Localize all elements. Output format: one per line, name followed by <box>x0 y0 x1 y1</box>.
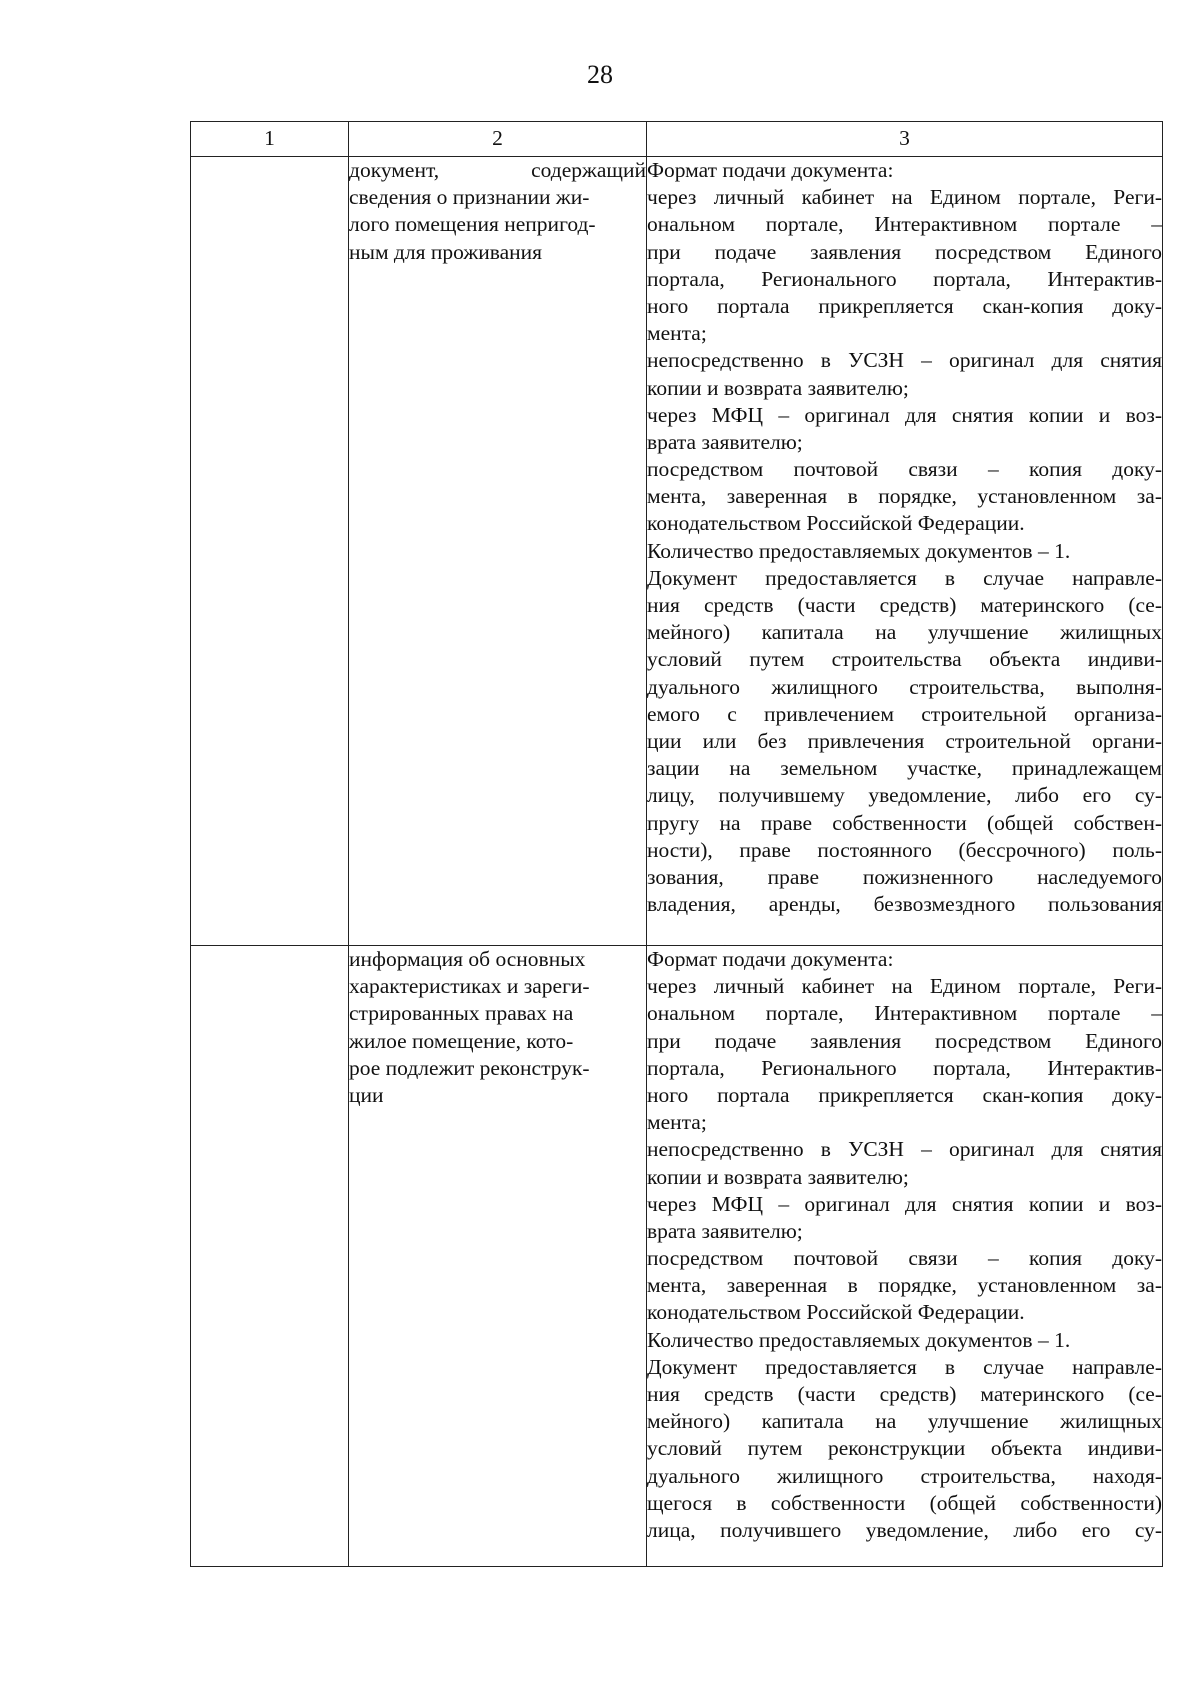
row-2-submission-format <box>647 946 1163 1567</box>
text-line: мента, заверенная в порядке, установленном за- <box>647 1273 1162 1298</box>
text-line: стрированных правах на <box>349 1001 574 1026</box>
text-line: ции или без привлечения строительной органи- <box>647 728 1162 753</box>
text-line: информация об основных <box>349 947 586 971</box>
text-line: при подаче заявления посредством Единого <box>647 1028 1162 1053</box>
text-line: копии и возврата заявителю; <box>647 375 909 400</box>
text-line: лицу, получившему уведомление, либо его су- <box>647 783 1162 808</box>
text-line: рое подлежит реконструк- <box>349 1055 590 1080</box>
text-line: Количество предоставляемых документов – 1. <box>647 1327 1071 1352</box>
text-line: конодательством Российской Федерации. <box>647 511 1025 536</box>
text-line: мента, заверенная в порядке, установленном за- <box>647 484 1162 509</box>
text-line: дуального жилищного строительства, выполня- <box>647 674 1162 699</box>
text-line: ного портала прикрепляется скан-копия доку- <box>647 1082 1162 1107</box>
text-line: владения, аренды, безвозмездного пользования <box>647 892 1162 917</box>
text-line: ции <box>349 1082 384 1107</box>
text-line: ния средств (части средств) материнского (се- <box>647 1382 1162 1406</box>
text-line: ности), праве постоянного (бессрочного) поль- <box>647 837 1162 862</box>
document-table <box>190 121 1163 1567</box>
text-line: ональном портале, Интерактивном портале – <box>647 1001 1162 1026</box>
text-line: ным для проживания <box>349 239 543 264</box>
row-2-col-1 <box>191 946 349 1567</box>
column-header-3: 3 <box>647 122 1163 157</box>
text-line: дуального жилищного строительства, находя- <box>647 1463 1162 1488</box>
text-line: при подаче заявления посредством Единого <box>647 239 1162 264</box>
page-number: 28 <box>587 60 613 89</box>
text-line: копии и возврата заявителю; <box>647 1164 909 1189</box>
text-line: Формат подачи документа: <box>647 158 894 182</box>
text-line: зования, праве пожизненного наследуемого <box>647 864 1162 889</box>
table-header-row <box>191 122 1163 157</box>
text-line: емого с привлечением строительной организа- <box>647 701 1162 726</box>
text-line: ональном портале, Интерактивном портале – <box>647 212 1162 237</box>
text-line: ного портала прикрепляется скан-копия доку- <box>647 293 1162 318</box>
text-line: мента; <box>647 1110 707 1135</box>
text-line: врата заявителю; <box>647 1218 803 1243</box>
text-line: через МФЦ – оригинал для снятия копии и воз- <box>647 1191 1162 1216</box>
text-line: непосредственно в УСЗН – оригинал для снятия <box>647 348 1162 373</box>
table-row <box>191 946 1163 1567</box>
text-line: мейного) капитала на улучшение жилищных <box>647 1409 1162 1434</box>
text-line: документ, содержащий <box>349 158 646 182</box>
text-line: непосредственно в УСЗН – оригинал для снятия <box>647 1137 1162 1162</box>
row-1-col-1 <box>191 157 349 946</box>
text-line: щегося в собственности (общей собственности) <box>647 1490 1162 1515</box>
text-line: посредством почтовой связи – копия доку- <box>647 457 1162 482</box>
text-line: лица, получившего уведомление, либо его су- <box>647 1517 1162 1542</box>
row-1-document-name <box>349 157 647 946</box>
text-line: портала, Регионального портала, Интерактив- <box>647 266 1162 291</box>
text-line: условий путем реконструкции объекта индиви- <box>647 1436 1162 1461</box>
column-header-1: 1 <box>191 122 349 157</box>
text-line: Документ предоставляется в случае направле- <box>647 1354 1162 1379</box>
table-row <box>191 157 1163 946</box>
text-line: посредством почтовой связи – копия доку- <box>647 1246 1162 1271</box>
row-2-document-name <box>349 946 647 1567</box>
text-line: ния средств (части средств) материнского (се- <box>647 593 1162 617</box>
row-2-document-name-text <box>349 946 646 1109</box>
text-line: условий путем строительства объекта индиви- <box>647 647 1162 672</box>
text-line: портала, Регионального портала, Интерактив- <box>647 1055 1162 1080</box>
row-1-document-name-text <box>349 157 646 266</box>
text-line: характеристиках и зареги- <box>349 974 590 999</box>
text-line: зации на земельном участке, принадлежащем <box>647 756 1162 781</box>
text-line: через личный кабинет на Едином портале, Реги- <box>647 974 1162 999</box>
text-line: Формат подачи документа: <box>647 947 894 971</box>
row-2-submission-format-text <box>647 946 1162 1544</box>
text-line: Документ предоставляется в случае направле- <box>647 565 1162 590</box>
row-1-submission-format-text <box>647 157 1162 918</box>
text-line: через МФЦ – оригинал для снятия копии и воз- <box>647 402 1162 427</box>
text-line: мента; <box>647 321 707 346</box>
text-line: жилое помещение, кото- <box>349 1028 574 1053</box>
text-line: сведения о признании жи- <box>349 185 590 210</box>
row-1-submission-format <box>647 157 1163 946</box>
text-line: мейного) капитала на улучшение жилищных <box>647 620 1162 645</box>
text-line: Количество предоставляемых документов – 1. <box>647 538 1071 563</box>
text-line: конодательством Российской Федерации. <box>647 1300 1025 1325</box>
text-line: врата заявителю; <box>647 429 803 454</box>
text-line: через личный кабинет на Едином портале, Реги- <box>647 185 1162 210</box>
text-line: пругу на праве собственности (общей собствен- <box>647 810 1162 835</box>
text-line: лого помещения непригод- <box>349 212 596 237</box>
column-header-2: 2 <box>349 122 647 157</box>
